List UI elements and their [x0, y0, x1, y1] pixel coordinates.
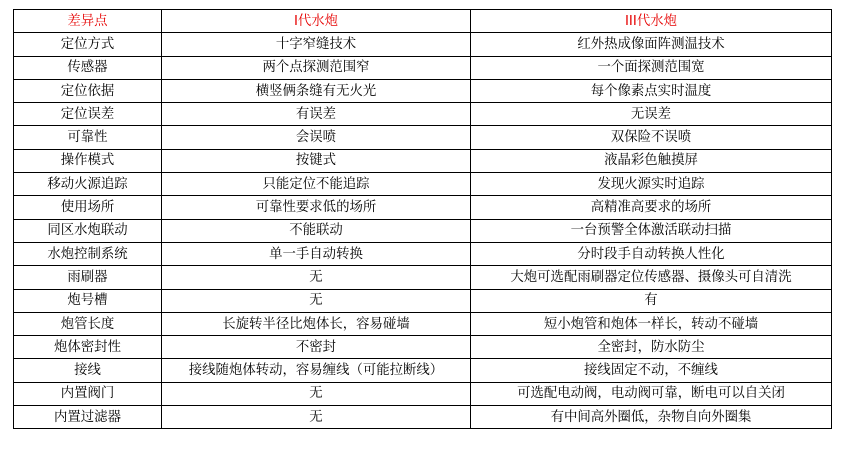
row-label-cell: 水炮控制系统 — [14, 242, 162, 265]
table-cell: 短小炮管和炮体一样长，转动不碰墙 — [471, 312, 832, 335]
table-cell: 高精准高要求的场所 — [471, 196, 832, 219]
table-cell: 有中间高外圈低，杂物自向外圈集 — [471, 406, 832, 429]
table-cell: 只能定位不能追踪 — [162, 173, 471, 196]
row-label-cell: 炮号槽 — [14, 289, 162, 312]
table-cell: 横竖俩条缝有无火光 — [162, 79, 471, 102]
comparison-table — [13, 9, 832, 429]
table-cell: 无 — [162, 382, 471, 405]
table-cell: 无 — [162, 289, 471, 312]
row-label-cell: 传感器 — [14, 56, 162, 79]
row-label-cell: 使用场所 — [14, 196, 162, 219]
table-cell: 有误差 — [162, 103, 471, 126]
row-label-cell: 定位方式 — [14, 33, 162, 56]
table-row — [14, 289, 832, 312]
table-cell: 可选配电动阀，电动阀可靠，断电可以自关闭 — [471, 382, 832, 405]
table-row — [14, 242, 832, 265]
table-cell: 分时段手自动转换人性化 — [471, 242, 832, 265]
table-cell: 接线随炮体转动，容易缠线（可能拉断线） — [162, 359, 471, 382]
header-cell: 差异点 — [14, 10, 162, 33]
row-label-cell: 内置过滤器 — [14, 406, 162, 429]
table-row — [14, 79, 832, 102]
table-cell: 液晶彩色触摸屏 — [471, 149, 832, 172]
table-cell: 可靠性要求低的场所 — [162, 196, 471, 219]
row-label-cell: 移动火源追踪 — [14, 173, 162, 196]
table-cell: 双保险不误喷 — [471, 126, 832, 149]
table-cell: 两个点探测范围窄 — [162, 56, 471, 79]
header-cell: III代水炮 — [471, 10, 832, 33]
table-row — [14, 126, 832, 149]
table-cell: 发现火源实时追踪 — [471, 173, 832, 196]
row-label-cell: 雨刷器 — [14, 266, 162, 289]
header-cell: I代水炮 — [162, 10, 471, 33]
table-row — [14, 406, 832, 429]
table-row — [14, 219, 832, 242]
row-label-cell: 内置阀门 — [14, 382, 162, 405]
table-row — [14, 266, 832, 289]
table-cell: 一台预警全体激活联动扫描 — [471, 219, 832, 242]
row-label-cell: 炮体密封性 — [14, 336, 162, 359]
table-header-row — [14, 10, 832, 33]
table-row — [14, 33, 832, 56]
row-label-cell: 定位误差 — [14, 103, 162, 126]
table-row — [14, 149, 832, 172]
table-cell: 接线固定不动，不缠线 — [471, 359, 832, 382]
table-cell: 单一手自动转换 — [162, 242, 471, 265]
table-cell: 不密封 — [162, 336, 471, 359]
table-cell: 红外热成像面阵测温技术 — [471, 33, 832, 56]
table-cell: 无误差 — [471, 103, 832, 126]
table-row — [14, 56, 832, 79]
table-cell: 无 — [162, 266, 471, 289]
row-label-cell: 定位依据 — [14, 79, 162, 102]
table-cell: 有 — [471, 289, 832, 312]
table-row — [14, 336, 832, 359]
table-cell: 每个像素点实时温度 — [471, 79, 832, 102]
table-cell: 一个面探测范围宽 — [471, 56, 832, 79]
row-label-cell: 接线 — [14, 359, 162, 382]
table-row — [14, 312, 832, 335]
table-cell: 会误喷 — [162, 126, 471, 149]
table-row — [14, 196, 832, 219]
row-label-cell: 炮管长度 — [14, 312, 162, 335]
table-cell: 大炮可选配雨刷器定位传感器、摄像头可自清洗 — [471, 266, 832, 289]
row-label-cell: 同区水炮联动 — [14, 219, 162, 242]
table-cell: 不能联动 — [162, 219, 471, 242]
table-row — [14, 359, 832, 382]
table-row — [14, 382, 832, 405]
table-cell: 全密封，防水防尘 — [471, 336, 832, 359]
table-cell: 长旋转半径比炮体长，容易碰墙 — [162, 312, 471, 335]
table-cell: 按键式 — [162, 149, 471, 172]
table-cell: 十字窄缝技术 — [162, 33, 471, 56]
table-row — [14, 173, 832, 196]
row-label-cell: 可靠性 — [14, 126, 162, 149]
table-row — [14, 103, 832, 126]
table-cell: 无 — [162, 406, 471, 429]
row-label-cell: 操作模式 — [14, 149, 162, 172]
